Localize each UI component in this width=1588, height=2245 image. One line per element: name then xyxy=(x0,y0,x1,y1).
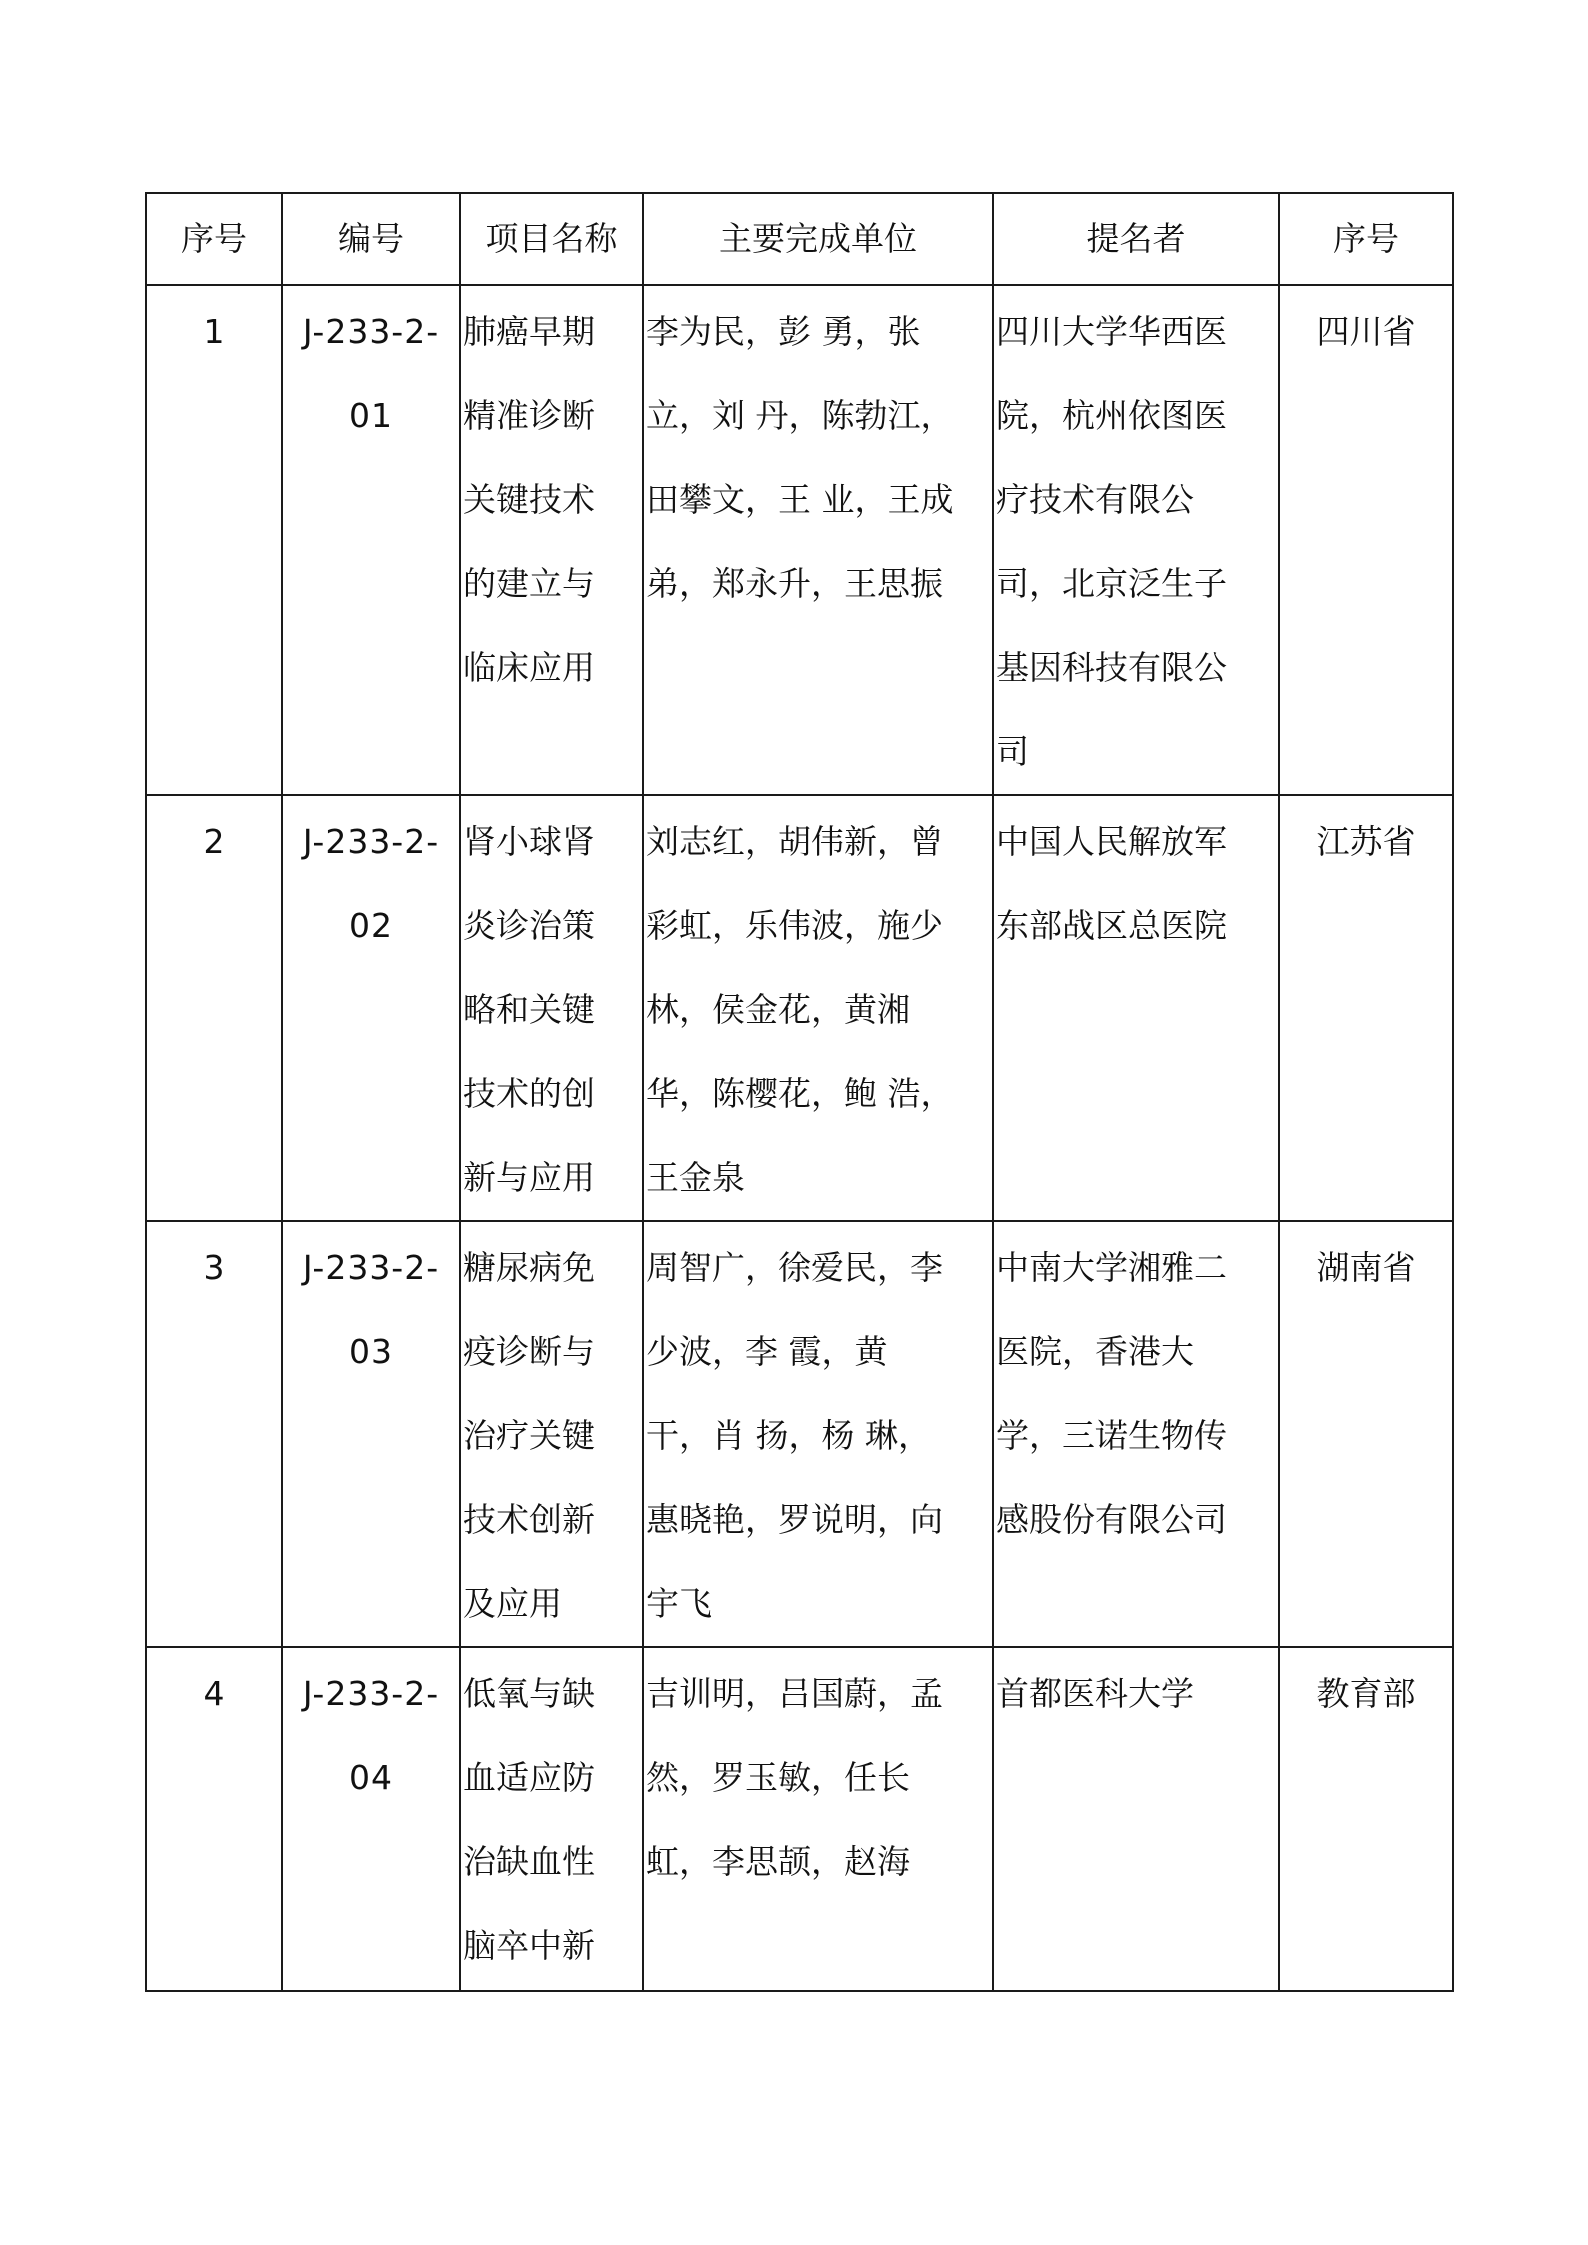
cell-people-line: 王金泉 xyxy=(646,1158,745,1197)
cell-code xyxy=(282,1221,460,1647)
cell-project-name-line: 血适应防 xyxy=(463,1758,595,1797)
cell-nominator-text: 四川省 xyxy=(1316,312,1416,351)
cell-people-line: 惠晓艳，罗说明，向 xyxy=(646,1500,943,1539)
cell-people-line: 刘志红，胡伟新，曾 xyxy=(646,822,943,861)
table-row xyxy=(146,1221,1453,1647)
cell-seq xyxy=(146,1221,282,1647)
cell-code-line: 04 xyxy=(349,1758,393,1797)
cell-seq xyxy=(146,285,282,795)
cell-people xyxy=(643,795,993,1221)
cell-project-name-line: 略和关键 xyxy=(463,990,595,1029)
cell-project-name-line: 临床应用 xyxy=(463,648,595,687)
cell-seq-text: 3 xyxy=(203,1248,225,1287)
cell-people-line: 吉训明，吕国蔚，孟 xyxy=(646,1674,943,1713)
cell-project-name-line: 脑卒中新 xyxy=(463,1926,595,1965)
cell-people xyxy=(643,1221,993,1647)
cell-code-line: J-233-2- xyxy=(302,312,440,351)
cell-units xyxy=(993,1647,1279,1991)
cell-code-line: 02 xyxy=(349,906,393,945)
header-seq: 序号 xyxy=(146,193,282,285)
table-row xyxy=(146,285,1453,795)
header-code: 编号 xyxy=(282,193,460,285)
cell-project-name-line: 肾小球肾 xyxy=(463,822,595,861)
cell-units-line: 司 xyxy=(996,732,1029,771)
cell-nominator xyxy=(1279,285,1453,795)
table-body xyxy=(146,285,1453,1991)
cell-people-line: 立，刘 丹，陈勃江， xyxy=(646,396,954,435)
table-row xyxy=(146,795,1453,1221)
cell-people-line: 彩虹，乐伟波，施少 xyxy=(646,906,943,945)
cell-units-line: 院，杭州依图医 xyxy=(996,396,1227,435)
cell-project-name xyxy=(460,285,643,795)
cell-people-line: 虹，李思颉，赵海 xyxy=(646,1842,910,1881)
header-seq-2: 序号 xyxy=(1279,193,1453,285)
cell-nominator-text: 教育部 xyxy=(1316,1674,1416,1713)
cell-nominator xyxy=(1279,795,1453,1221)
cell-code xyxy=(282,1647,460,1991)
cell-units xyxy=(993,795,1279,1221)
cell-people-line: 华，陈樱花，鲍 浩， xyxy=(646,1074,954,1113)
cell-nominator xyxy=(1279,1647,1453,1991)
cell-project-name-line: 疫诊断与 xyxy=(463,1332,595,1371)
cell-units xyxy=(993,285,1279,795)
cell-seq-text: 2 xyxy=(203,822,225,861)
cell-project-name-line: 的建立与 xyxy=(463,564,595,603)
header-project-name: 项目名称 xyxy=(460,193,643,285)
cell-code-line: J-233-2- xyxy=(302,1248,440,1287)
cell-seq-text: 4 xyxy=(203,1674,225,1713)
cell-code-line: 03 xyxy=(349,1332,393,1371)
cell-project-name xyxy=(460,1221,643,1647)
cell-units-line: 学，三诺生物传 xyxy=(996,1416,1227,1455)
cell-units-line: 东部战区总医院 xyxy=(996,906,1227,945)
header-main-units: 主要完成单位 xyxy=(643,193,993,285)
header-nominator: 提名者 xyxy=(993,193,1279,285)
cell-units-line: 基因科技有限公 xyxy=(996,648,1227,687)
cell-project-name-line: 治疗关键 xyxy=(463,1416,595,1455)
cell-units-line: 四川大学华西医 xyxy=(996,312,1227,351)
table-row xyxy=(146,1647,1453,1991)
cell-project-name-line: 新与应用 xyxy=(463,1158,595,1197)
cell-nominator-text: 湖南省 xyxy=(1316,1248,1416,1287)
cell-units xyxy=(993,1221,1279,1647)
cell-people-line: 田攀文，王 业，王成 xyxy=(646,480,954,519)
table-header-row xyxy=(146,193,1453,285)
cell-people-line: 周智广，徐爱民，李 xyxy=(646,1248,943,1287)
cell-units-line: 首都医科大学 xyxy=(996,1674,1194,1713)
cell-project-name-line: 治缺血性 xyxy=(463,1842,595,1881)
cell-people-line: 少波，李 霞，黄 xyxy=(646,1332,888,1371)
cell-seq-text: 1 xyxy=(203,312,225,351)
cell-code xyxy=(282,795,460,1221)
cell-seq xyxy=(146,1647,282,1991)
cell-project-name-line: 技术的创 xyxy=(463,1074,595,1113)
cell-code-line: 01 xyxy=(349,396,393,435)
award-table xyxy=(145,192,1454,1992)
cell-people-line: 宇飞 xyxy=(646,1584,712,1623)
cell-code xyxy=(282,285,460,795)
cell-people xyxy=(643,1647,993,1991)
cell-code-line: J-233-2- xyxy=(302,822,440,861)
cell-nominator-text: 江苏省 xyxy=(1316,822,1416,861)
cell-project-name-line: 精准诊断 xyxy=(463,396,595,435)
cell-project-name-line: 及应用 xyxy=(463,1584,562,1623)
cell-project-name-line: 关键技术 xyxy=(463,480,595,519)
cell-people-line: 然，罗玉敏，任长 xyxy=(646,1758,910,1797)
cell-units-line: 司，北京泛生子 xyxy=(996,564,1227,603)
cell-project-name xyxy=(460,1647,643,1991)
cell-units-line: 感股份有限公司 xyxy=(996,1500,1227,1539)
cell-people-line: 弟，郑永升，王思振 xyxy=(646,564,943,603)
cell-units-line: 医院，香港大 xyxy=(996,1332,1194,1371)
cell-people-line: 林，侯金花，黄湘 xyxy=(646,990,910,1029)
cell-project-name-line: 肺癌早期 xyxy=(463,312,595,351)
cell-project-name-line: 糖尿病免 xyxy=(463,1248,595,1287)
cell-project-name-line: 低氧与缺 xyxy=(463,1674,595,1713)
cell-project-name-line: 技术创新 xyxy=(463,1500,595,1539)
cell-nominator xyxy=(1279,1221,1453,1647)
cell-seq xyxy=(146,795,282,1221)
cell-people-line: 李为民，彭 勇，张 xyxy=(646,312,921,351)
cell-project-name-line: 炎诊治策 xyxy=(463,906,595,945)
cell-units-line: 中南大学湘雅二 xyxy=(996,1248,1227,1287)
cell-units-line: 中国人民解放军 xyxy=(996,822,1227,861)
cell-people-line: 干，肖 扬，杨 琳， xyxy=(646,1416,931,1455)
cell-project-name xyxy=(460,795,643,1221)
cell-people xyxy=(643,285,993,795)
cell-code-line: J-233-2- xyxy=(302,1674,440,1713)
cell-units-line: 疗技术有限公 xyxy=(996,480,1194,519)
